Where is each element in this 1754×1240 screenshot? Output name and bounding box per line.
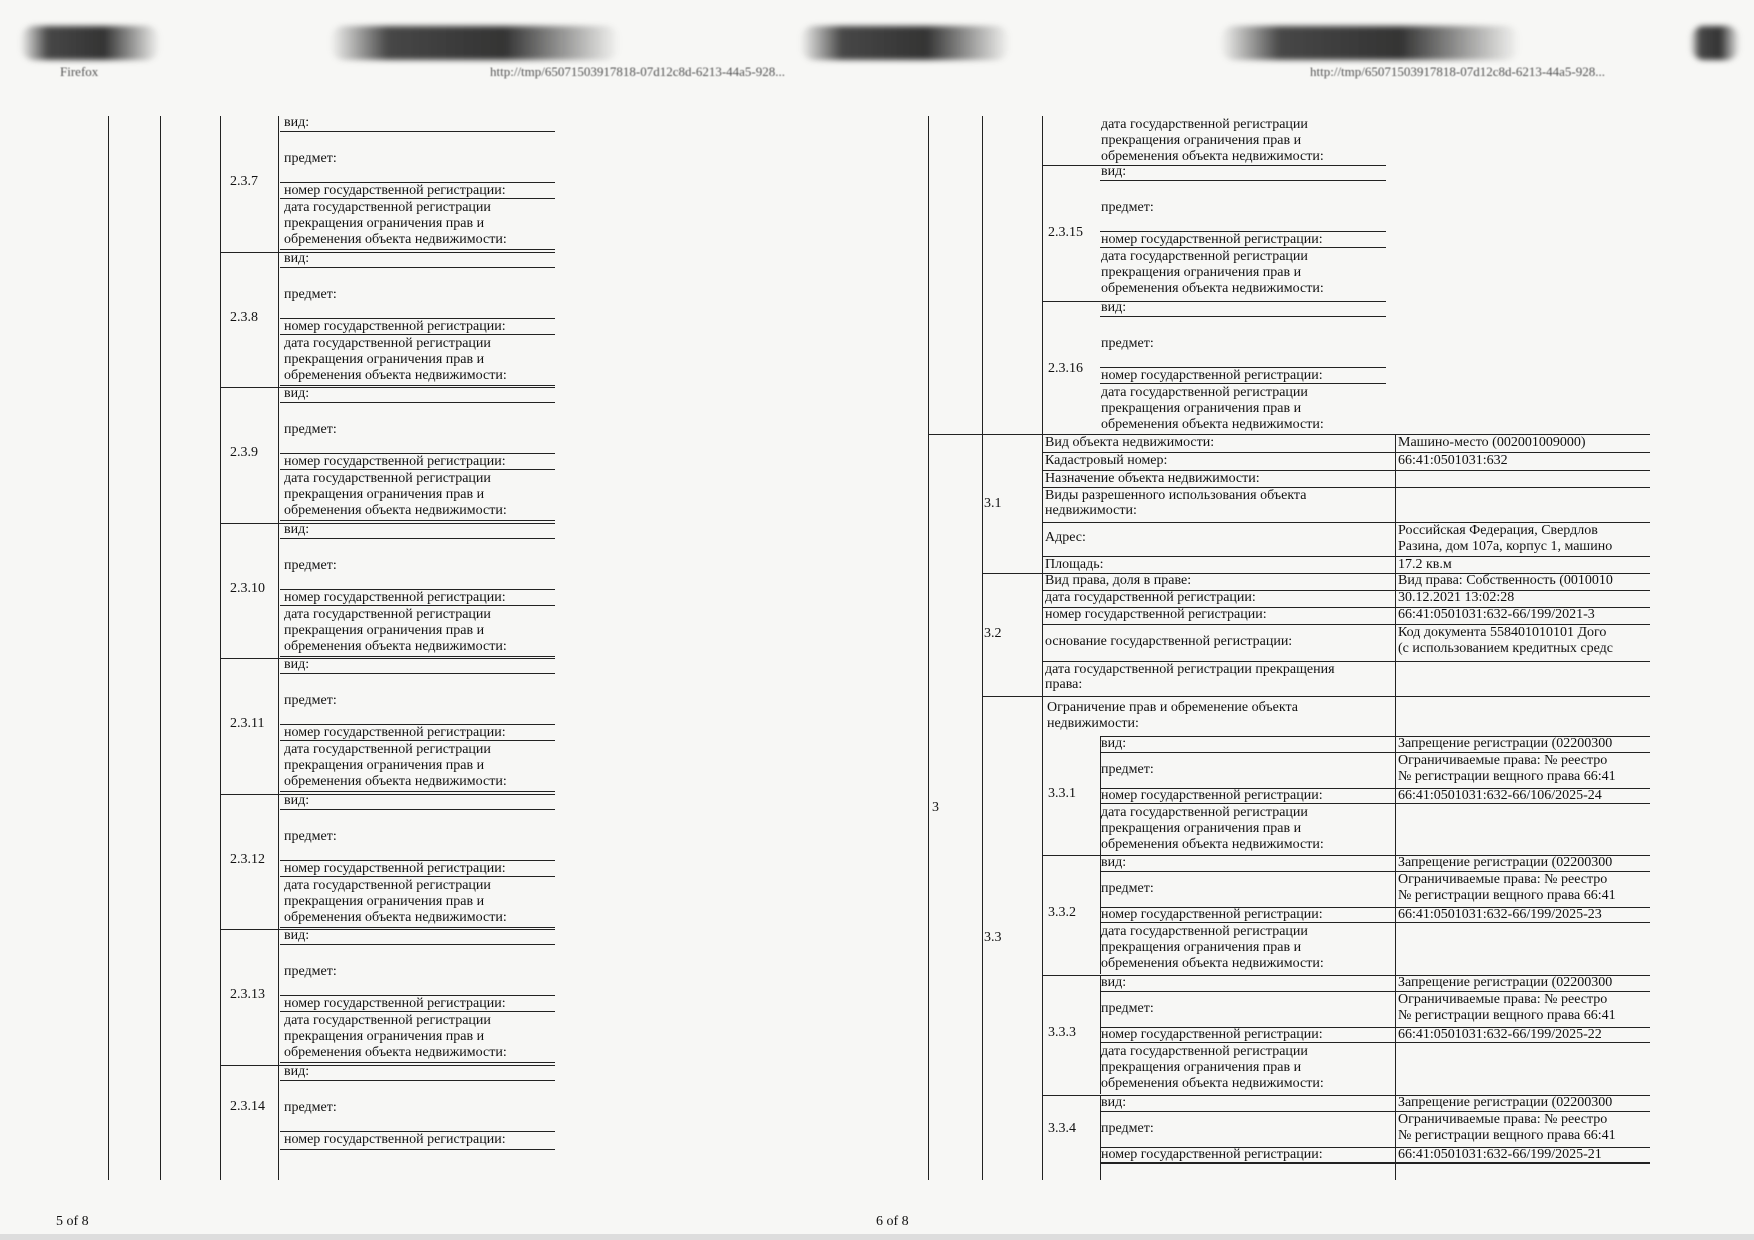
row-number: 2.3.11 bbox=[230, 716, 265, 731]
field-label-nomer: номер государственной регистрации: bbox=[284, 318, 506, 334]
field-label-date: прекращения ограничения прав и bbox=[1101, 265, 1302, 280]
field-label-date: обременения объекта недвижимости: bbox=[1101, 149, 1324, 164]
table-border bbox=[220, 116, 221, 1180]
row-number: 2.3.14 bbox=[230, 1098, 265, 1114]
field-label-nomer: номер государственной регистрации: bbox=[1101, 907, 1323, 922]
field-value: Ограничиваемые права: № реестро bbox=[1398, 753, 1608, 768]
field-label-date: дата государственной регистрации bbox=[1101, 385, 1308, 400]
header-app-name: Firefox bbox=[60, 64, 99, 79]
field-label: Вид объекта недвижимости: bbox=[1045, 435, 1215, 450]
field-label-date: обременения объекта недвижимости: bbox=[284, 1045, 507, 1060]
print-header bbox=[0, 0, 1754, 90]
table-border bbox=[1395, 434, 1396, 696]
field-value: 30.12.2021 13:02:28 bbox=[1398, 590, 1515, 605]
field-label-date: прекращения ограничения прав и bbox=[284, 216, 485, 231]
page-number-right: 6 of 8 bbox=[876, 1214, 909, 1229]
table-border bbox=[220, 1065, 555, 1066]
page-number-left: 5 of 8 bbox=[56, 1214, 89, 1229]
row-number: 3.3.2 bbox=[1048, 905, 1076, 920]
field-value: № регистрации вещного права 66:41 bbox=[1398, 1008, 1616, 1023]
row-number: 2.3.10 bbox=[230, 580, 265, 596]
table-border bbox=[982, 696, 1650, 697]
field-label-date: дата государственной регистрации bbox=[284, 471, 491, 486]
field-label-nomer: номер государственной регистрации: bbox=[284, 860, 506, 876]
field-value: № регистрации вещного права 66:41 bbox=[1398, 1128, 1616, 1143]
field-label-date: прекращения ограничения прав и bbox=[284, 893, 485, 909]
field-label: Вид права, доля в праве: bbox=[1045, 573, 1192, 588]
field-value: 66:41:0501031:632-66/199/2021-3 bbox=[1398, 607, 1595, 622]
table-border bbox=[1042, 165, 1386, 166]
field-label-vid: вид: bbox=[284, 386, 310, 401]
table-border bbox=[280, 656, 555, 657]
field-label-date: прекращения ограничения прав и bbox=[284, 487, 485, 502]
field-label-vid: вид: bbox=[284, 1063, 310, 1079]
field-label-vid: вид: bbox=[1101, 300, 1127, 315]
field-label-predmet: предмет: bbox=[284, 286, 337, 302]
field-value: 66:41:0501031:632-66/199/2025-23 bbox=[1398, 907, 1602, 922]
table-border bbox=[1100, 1163, 1650, 1164]
field-label-nomer: номер государственной регистрации: bbox=[284, 183, 506, 198]
table-border bbox=[1042, 116, 1043, 434]
field-label-predmet: предмет: bbox=[284, 828, 337, 844]
table-border bbox=[928, 116, 929, 434]
table-border bbox=[280, 131, 555, 132]
field-label-date: дата государственной регистрации bbox=[284, 742, 491, 757]
table-border bbox=[220, 929, 555, 930]
table-border bbox=[278, 116, 279, 1180]
field-label-nomer: номер государственной регистрации: bbox=[1101, 1027, 1323, 1042]
field-value: Российская Федерация, Свердлов bbox=[1398, 523, 1598, 538]
field-label-date: обременения объекта недвижимости: bbox=[284, 909, 507, 925]
field-value: Запрещение регистрации (02200300 bbox=[1398, 1095, 1613, 1110]
field-label-date: дата государственной регистрации bbox=[284, 335, 491, 351]
field-label-vid: вид: bbox=[284, 250, 310, 266]
field-label-date: дата государственной регистрации bbox=[1101, 1044, 1308, 1059]
field-label-predmet: предмет: bbox=[284, 151, 337, 166]
field-label-nomer: номер государственной регистрации: bbox=[284, 996, 506, 1011]
table-border bbox=[220, 658, 555, 659]
field-label-predmet: предмет: bbox=[284, 693, 337, 708]
field-label-date: обременения объекта недвижимости: bbox=[284, 232, 507, 247]
field-label-vid: вид: bbox=[284, 928, 310, 943]
field-label-predmet: предмет: bbox=[1101, 336, 1154, 351]
field-value: Запрещение регистрации (02200300 bbox=[1398, 975, 1613, 990]
field-label: Площадь: bbox=[1045, 557, 1104, 572]
field-value: Разина, дом 107а, корпус 1, машино bbox=[1398, 539, 1613, 554]
field-value: (с использованием кредитных средс bbox=[1398, 641, 1613, 656]
table-border bbox=[928, 434, 929, 1180]
subsection-number: 3.1 bbox=[984, 496, 1002, 511]
table-border bbox=[280, 927, 555, 928]
table-border bbox=[280, 520, 555, 521]
field-label-date: прекращения ограничения прав и bbox=[1101, 940, 1302, 955]
field-label-vid: вид: bbox=[284, 115, 310, 130]
row-number: 3.3.3 bbox=[1048, 1025, 1076, 1040]
header-blur bbox=[1690, 26, 1740, 60]
field-value: 66:41:0501031:632-66/199/2025-21 bbox=[1398, 1147, 1602, 1162]
field-label: основание государственной регистрации: bbox=[1045, 634, 1293, 649]
field-label-vid: вид: bbox=[1101, 855, 1127, 870]
table-border bbox=[280, 267, 555, 268]
section-title: Ограничение прав и обременение объекта bbox=[1047, 700, 1298, 715]
table-border bbox=[280, 1149, 555, 1150]
table-border bbox=[1100, 316, 1386, 317]
field-value: Вид права: Собственность (0010010 bbox=[1398, 573, 1613, 588]
table-border bbox=[1042, 301, 1386, 302]
field-label-vid: вид: bbox=[284, 657, 310, 672]
row-number: 2.3.9 bbox=[230, 445, 258, 460]
table-border bbox=[280, 809, 555, 810]
row-number: 2.3.15 bbox=[1048, 225, 1083, 240]
table-border bbox=[280, 944, 555, 945]
table-border bbox=[280, 673, 555, 674]
field-label-vid: вид: bbox=[284, 521, 310, 537]
field-label-date: дата государственной регистрации bbox=[1101, 805, 1308, 820]
field-label-date: дата государственной регистрации bbox=[1101, 924, 1308, 939]
header-blur bbox=[20, 26, 160, 60]
field-label-date: прекращения ограничения прав и bbox=[284, 758, 485, 773]
field-value: Машино-место (002001009000) bbox=[1398, 435, 1586, 450]
row-number: 2.3.7 bbox=[230, 174, 258, 189]
table-border bbox=[982, 116, 983, 434]
field-value: Ограничиваемые права: № реестро bbox=[1398, 992, 1608, 1007]
field-value: Код документа 558401010101 Дого bbox=[1398, 625, 1607, 640]
header-blur bbox=[330, 26, 620, 60]
field-label-date: дата государственной регистрации bbox=[284, 200, 491, 215]
field-label: номер государственной регистрации: bbox=[1045, 607, 1267, 622]
table-border bbox=[220, 252, 555, 253]
field-label-nomer: номер государственной регистрации: bbox=[1101, 232, 1323, 247]
field-label-predmet: предмет: bbox=[284, 557, 337, 573]
field-label-date: обременения объекта недвижимости: bbox=[284, 367, 507, 383]
field-label-date: обременения объекта недвижимости: bbox=[284, 774, 507, 789]
table-border bbox=[280, 1062, 555, 1063]
field-label-date: обременения объекта недвижимости: bbox=[1101, 1076, 1324, 1091]
field-label: Виды разрешенного использования объекта bbox=[1045, 488, 1307, 503]
header-url-right: http://tmp/65071503917818-07d12c8d-6213-44a5-928... bbox=[1310, 64, 1606, 79]
table-border bbox=[1395, 696, 1396, 1180]
table-border bbox=[982, 434, 983, 1180]
field-label-date: дата государственной регистрации bbox=[284, 877, 491, 893]
table-border bbox=[280, 538, 555, 539]
field-label: права: bbox=[1045, 677, 1083, 692]
field-label: дата государственной регистрации прекращения bbox=[1045, 662, 1335, 677]
field-label-nomer: номер государственной регистрации: bbox=[1101, 1147, 1323, 1162]
field-label-date: дата государственной регистрации bbox=[284, 606, 491, 622]
field-value: Запрещение регистрации (02200300 bbox=[1398, 736, 1613, 751]
field-label-date: прекращения ограничения прав и bbox=[1101, 1060, 1302, 1075]
table-border bbox=[220, 794, 555, 795]
field-value: Ограничиваемые права: № реестро bbox=[1398, 872, 1608, 887]
field-label-predmet: предмет: bbox=[1101, 1121, 1154, 1136]
table-border bbox=[220, 523, 555, 524]
field-value: № регистрации вещного права 66:41 bbox=[1398, 769, 1616, 784]
field-value: Ограничиваемые права: № реестро bbox=[1398, 1112, 1608, 1127]
field-label: дата государственной регистрации: bbox=[1045, 590, 1256, 605]
field-label-date: прекращения ограничения прав и bbox=[1101, 401, 1302, 416]
field-label: Кадастровый номер: bbox=[1045, 453, 1168, 468]
field-label: Адрес: bbox=[1045, 530, 1086, 545]
table-border bbox=[280, 1080, 555, 1081]
header-blur bbox=[800, 26, 1010, 60]
section-number: 3 bbox=[932, 800, 939, 815]
row-number: 3.3.4 bbox=[1048, 1121, 1076, 1136]
subsection-number: 3.3 bbox=[984, 930, 1002, 945]
field-value: 66:41:0501031:632 bbox=[1398, 453, 1508, 468]
field-label-date: обременения объекта недвижимости: bbox=[284, 638, 507, 654]
field-label-date: прекращения ограничения прав и bbox=[284, 622, 485, 638]
header-url-left: http://tmp/65071503917818-07d12c8d-6213-44a5-928... bbox=[490, 64, 786, 79]
subsection-number: 3.2 bbox=[984, 626, 1002, 641]
field-label-vid: вид: bbox=[1101, 736, 1127, 751]
field-label-predmet: предмет: bbox=[1101, 200, 1154, 215]
field-label-nomer: номер государственной регистрации: bbox=[1101, 368, 1323, 383]
table-border bbox=[280, 249, 555, 250]
field-label-vid: вид: bbox=[1101, 164, 1127, 179]
table-border bbox=[1042, 434, 1043, 1180]
field-label-nomer: номер государственной регистрации: bbox=[1101, 788, 1323, 803]
row-number: 3.3.1 bbox=[1048, 786, 1076, 801]
header-blur bbox=[1220, 26, 1520, 60]
field-value: 66:41:0501031:632-66/106/2025-24 bbox=[1398, 788, 1602, 803]
field-label-date: обременения объекта недвижимости: bbox=[1101, 956, 1324, 971]
field-label-date: дата государственной регистрации bbox=[284, 1013, 491, 1028]
field-label-nomer: номер государственной регистрации: bbox=[284, 454, 506, 469]
field-label-nomer: номер государственной регистрации: bbox=[284, 1131, 506, 1147]
row-number: 2.3.8 bbox=[230, 309, 258, 325]
field-label-predmet: предмет: bbox=[1101, 762, 1154, 777]
field-label-predmet: предмет: bbox=[1101, 1001, 1154, 1016]
table-border bbox=[160, 116, 161, 1180]
field-label: недвижимости: bbox=[1045, 503, 1137, 518]
field-label-nomer: номер государственной регистрации: bbox=[284, 725, 506, 740]
field-label-vid: вид: bbox=[1101, 1095, 1127, 1110]
table-border bbox=[280, 791, 555, 792]
field-label-date: дата государственной регистрации bbox=[1101, 249, 1308, 264]
field-value: Запрещение регистрации (02200300 bbox=[1398, 855, 1613, 870]
field-label-predmet: предмет: bbox=[284, 964, 337, 979]
field-label-date: обременения объекта недвижимости: bbox=[1101, 837, 1324, 852]
section-title: недвижимости: bbox=[1047, 716, 1139, 731]
field-label-date: дата государственной регистрации bbox=[1101, 117, 1308, 132]
table-border bbox=[280, 402, 555, 403]
table-border bbox=[1100, 180, 1386, 181]
table-border bbox=[280, 385, 555, 386]
row-number: 2.3.12 bbox=[230, 851, 265, 867]
bottom-edge bbox=[0, 1234, 1754, 1240]
field-label-date: прекращения ограничения прав и bbox=[1101, 821, 1302, 836]
field-label-date: обременения объекта недвижимости: bbox=[1101, 417, 1324, 432]
field-label-date: обременения объекта недвижимости: bbox=[1101, 281, 1324, 296]
row-number: 2.3.13 bbox=[230, 987, 265, 1002]
field-value: 17.2 кв.м bbox=[1398, 557, 1452, 572]
field-label-vid: вид: bbox=[1101, 975, 1127, 990]
field-value: № регистрации вещного права 66:41 bbox=[1398, 888, 1616, 903]
field-value: 66:41:0501031:632-66/199/2025-22 bbox=[1398, 1027, 1602, 1042]
field-label-vid: вид: bbox=[284, 792, 310, 808]
field-label-date: прекращения ограничения прав и bbox=[1101, 133, 1302, 148]
field-label: Назначение объекта недвижимости: bbox=[1045, 471, 1260, 486]
field-label-predmet: предмет: bbox=[284, 1099, 337, 1115]
row-number: 2.3.16 bbox=[1048, 361, 1083, 376]
field-label-date: прекращения ограничения прав и bbox=[284, 351, 485, 367]
field-label-date: обременения объекта недвижимости: bbox=[284, 503, 507, 518]
field-label-predmet: предмет: bbox=[1101, 881, 1154, 896]
field-label-nomer: номер государственной регистрации: bbox=[284, 589, 506, 605]
field-label-date: прекращения ограничения прав и bbox=[284, 1029, 485, 1044]
table-border bbox=[108, 116, 109, 1180]
field-label-predmet: предмет: bbox=[284, 422, 337, 437]
table-border bbox=[220, 387, 555, 388]
